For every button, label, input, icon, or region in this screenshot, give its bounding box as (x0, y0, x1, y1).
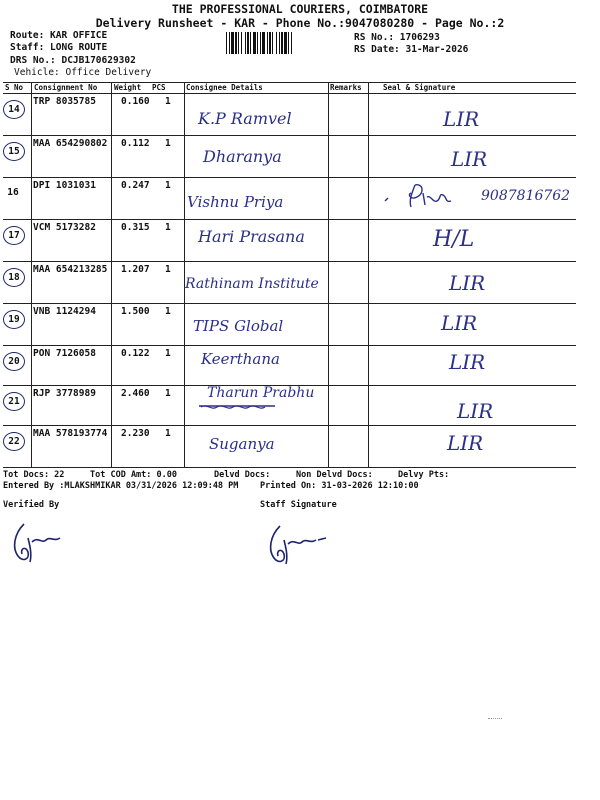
weight: 0.122 (121, 348, 150, 359)
consignee-handwritten: Keerthana (201, 350, 280, 368)
header-seal-signature: Seal & Signature (383, 83, 456, 92)
pcs: 1 (165, 138, 171, 149)
consignee-handwritten: K.P Ramvel (198, 109, 292, 128)
seal-handwritten: LIR (451, 147, 488, 171)
table-row (3, 219, 576, 261)
weight: 1.207 (121, 264, 150, 275)
consignment-no: MAA 654290802 (33, 138, 108, 149)
weight: 2.460 (121, 388, 150, 399)
table-row (3, 345, 576, 387)
consignee-handwritten: Vishnu Priya (187, 193, 284, 211)
row-sno: 20 (3, 352, 25, 371)
header-consignment-no: Consignment No (34, 83, 98, 92)
consignment-no: TRP 8035785 (33, 96, 96, 107)
struck-out-name-scribble (199, 399, 279, 413)
header-pcs: PCS (152, 83, 166, 92)
pcs: 1 (165, 306, 171, 317)
pcs: 1 (165, 222, 171, 233)
consignment-no: PON 7126058 (33, 348, 96, 359)
table-row (3, 93, 576, 135)
route-label: Route: KAR OFFICE (10, 30, 108, 41)
weight: 2.230 (121, 428, 150, 439)
pcs: 1 (165, 264, 171, 275)
consignee-handwritten: Rathinam Institute (185, 276, 319, 292)
seal-handwritten: LIR (447, 431, 484, 455)
row-sno: 22 (3, 432, 25, 451)
table-bottom-border (3, 467, 576, 468)
row-sno: 16 (7, 187, 19, 198)
verified-by-label: Verified By (3, 500, 60, 510)
entered-by: Entered By :MLAKSHMIKAR 03/31/2026 12:09:48 PM (3, 481, 239, 491)
staff-label: Staff: LONG ROUTE (10, 42, 108, 53)
table-row (3, 425, 576, 467)
row-sno: 18 (3, 268, 25, 287)
drs-number: DRS No.: DCJB170629302 (10, 55, 136, 66)
runsheet-subtitle: Delivery Runsheet - KAR - Phone No.:9047080280 - Page No.:2 (95, 16, 505, 30)
consignment-no: VNB 1124294 (33, 306, 96, 317)
row-sno: 19 (3, 310, 25, 329)
header-sno: S No (5, 83, 24, 92)
rs-date: RS Date: 31-Mar-2026 (354, 44, 469, 55)
receiver-signature-scribble (383, 179, 483, 211)
seal-handwritten: LIR (443, 107, 480, 131)
staff-signature-scribble (264, 520, 334, 568)
total-docs: Tot Docs: 22 (3, 470, 65, 480)
staff-signature-label: Staff Signature (260, 500, 337, 510)
consignee-handwritten: Hari Prasana (198, 227, 305, 246)
weight: 0.315 (121, 222, 150, 233)
consignment-no: MAA 654213285 (33, 264, 108, 275)
rs-number: RS No.: 1706293 (354, 32, 440, 43)
consignment-no: VCM 5173282 (33, 222, 96, 233)
row-sno: 21 (3, 392, 25, 411)
consignee-handwritten: Tharun Prabhu (207, 385, 315, 401)
row-sno: 14 (3, 100, 25, 119)
header-remarks: Remarks (330, 83, 362, 92)
seal-handwritten: LIR (449, 271, 486, 295)
pcs: 1 (165, 180, 171, 191)
consignment-no: DPI 1031031 (33, 180, 96, 191)
weight: 0.247 (121, 180, 150, 191)
table-row (3, 303, 576, 345)
table-row (3, 177, 576, 219)
seal-handwritten: LIR (457, 399, 494, 423)
seal-handwritten: H/L (433, 227, 475, 252)
vehicle-label: Vehicle: Office Delivery (14, 67, 152, 78)
consignee-handwritten: Suganya (209, 435, 275, 453)
weight: 1.500 (121, 306, 150, 317)
table-row (3, 135, 576, 177)
weight: 0.160 (121, 96, 150, 107)
pcs: 1 (165, 96, 171, 107)
verifier-signature (10, 518, 70, 566)
pcs: 1 (165, 428, 171, 439)
pcs: 1 (165, 348, 171, 359)
barcode-image (226, 32, 350, 54)
consignee-handwritten: Dharanya (203, 147, 282, 166)
weight: 0.112 (121, 138, 150, 149)
row-sno: 17 (3, 226, 25, 245)
company-title: THE PROFESSIONAL COURIERS, COIMBATORE (171, 2, 429, 16)
receiver-phone-handwritten: 9087816762 (481, 188, 571, 204)
seal-handwritten: LIR (449, 350, 486, 374)
pcs: 1 (165, 388, 171, 399)
delivery-points: Delvy Pts: (398, 470, 450, 480)
printed-on: Printed On: 31-03-2026 12:10:00 (260, 481, 419, 491)
table-row (3, 261, 576, 303)
consignment-no: MAA 578193774 (33, 428, 108, 439)
header-weight: Weight (114, 83, 142, 92)
header-consignee-details: Consignee Details (186, 83, 263, 92)
non-delivered-docs: Non Delvd Docs: (296, 470, 373, 480)
table-row (3, 385, 576, 427)
consignment-no: RJP 3778989 (33, 388, 96, 399)
scan-mark (488, 718, 502, 719)
row-sno: 15 (3, 142, 25, 161)
seal-handwritten: LIR (441, 311, 478, 335)
delivered-docs: Delvd Docs: (214, 470, 271, 480)
total-cod-amount: Tot COD Amt: 0.00 (90, 470, 177, 480)
consignee-handwritten: TIPS Global (193, 317, 284, 335)
